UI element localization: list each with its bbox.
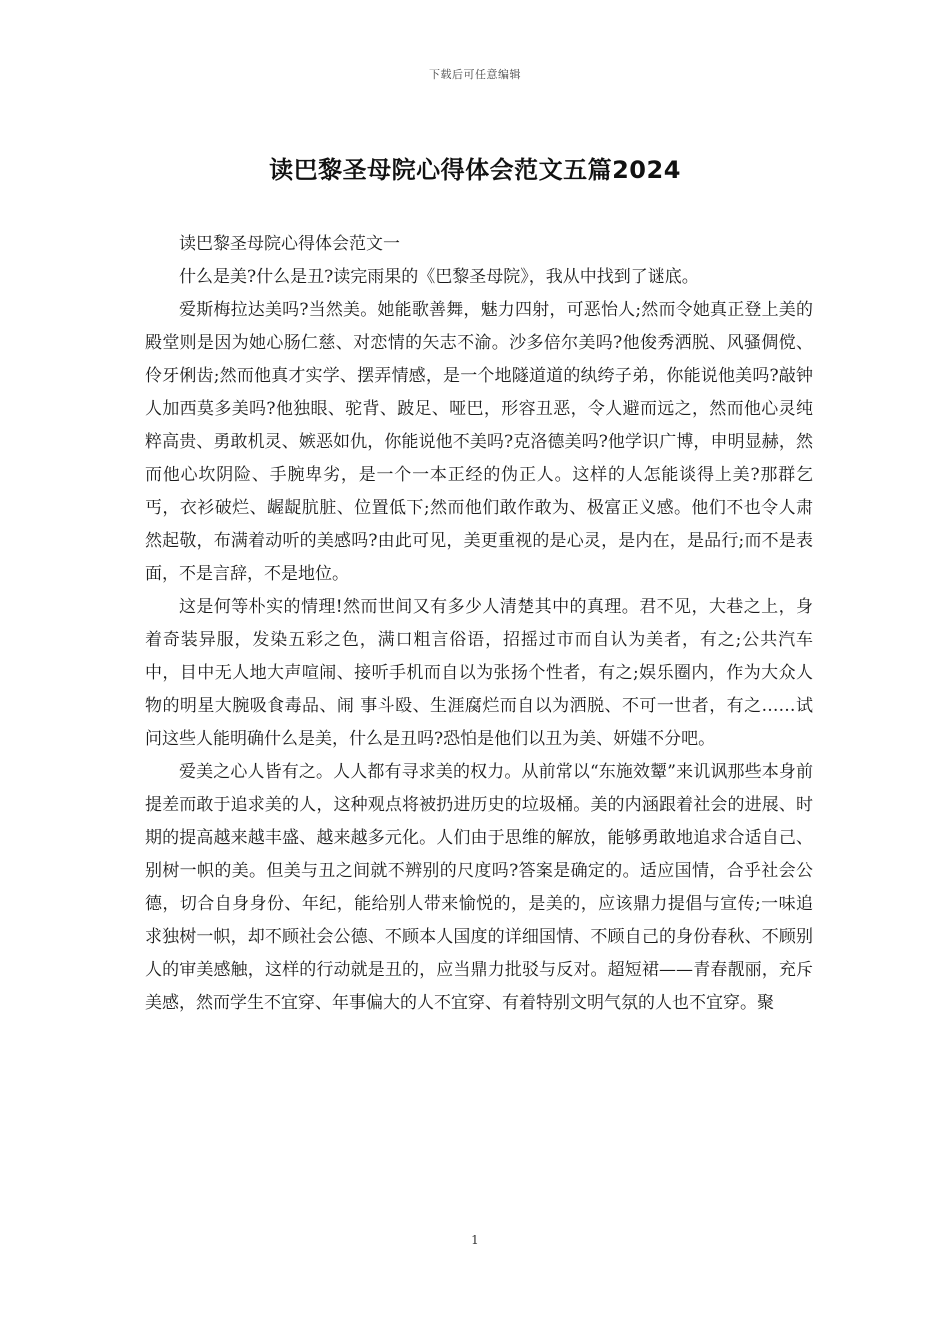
body-paragraph: 爱斯梅拉达美吗?当然美。她能歌善舞，魅力四射，可恶怡人;然而令她真正登上美的殿堂则是因为她心肠仁慈、对恋情的矢志不渝。沙多倍尔美吗?他俊秀洒脱、风骚倜傥、伶牙俐齿;然而他真才实学、摆弄情感，是一个地隧道道的纨绔子弟，你能说他美吗?敲钟人加西莫多美吗?他独眼、驼背、跛足、哑巴，形容丑恶，令人避而远之，然而他心灵纯粹高贵、勇敢机灵、嫉恶如仇，你能说他不美吗?克洛德美吗?他学识广博，申明显赫，然而他心坎阴险、手腕卑劣，是一个一本正经的伪正人。这样的人怎能谈得上美?那群乞丐，衣衫破烂、龌龊肮脏、位置低下;然而他们敢作敢为、极富正义感。他们不也令人肃然起敬，布满着动听的美感吗?由此可见，美更重视的是心灵，是内在，是品行;而不是表面，不是言辞，不是地位。 xyxy=(145,300,813,584)
page-number: 1 xyxy=(471,1233,479,1247)
body-paragraph: 爱美之心人皆有之。人人都有寻求美的权力。从前常以“东施效颦”来讥讽那些本身前提差而敢于追求美的人，这种观点将被扔进历史的垃圾桶。美的内涵跟着社会的进展、时期的提高越来越丰盛、越来越多元化。人们由于思维的解放，能够勇敢地追求合适自己、别树一帜的美。但美与丑之间就不辨别的尺度吗?答案是确定的。适应国情，合乎社会公德，切合自身身份、年纪，能给别人带来愉悦的，是美的，应该鼎力提倡与宣传;一味追求独树一帜，却不顾社会公德、不顾本人国度的详细国情、不顾自己的身份春秋、不顾别人的审美感触，这样的行动就是丑的，应当鼎力批驳与反对。超短裙——青春靓丽，充斥美感，然而学生不宜穿、年事偏大的人不宜穿、有着特别文明气氛的人也不宜穿。聚 xyxy=(145,762,813,1013)
section-heading: 读巴黎圣母院心得体会范文一 xyxy=(179,234,400,254)
body-paragraph: 这是何等朴实的情理!然而世间又有多少人清楚其中的真理。君不见，大巷之上，身着奇装异服，发染五彩之色，满口粗言俗语，招摇过市而自认为美者，有之;公共汽车中，目中无人地大声喧闹、接听手机而自以为张扬个性者，有之;娱乐圈内，作为大众人物的明星大腕吸食毒品、闹 事斗殴、生涯腐烂而自以为洒脱、不可一世者，有之……试问这些人能明确什么是美，什么是丑吗?恐怕是他们以丑为美、妍媸不分吧。 xyxy=(145,597,813,749)
header-note: 下载后可任意编辑 xyxy=(429,68,521,81)
document-body xyxy=(145,228,813,1020)
document-title: 读巴黎圣母院心得体会范文五篇2024 xyxy=(269,156,681,184)
body-paragraph: 什么是美?什么是丑?读完雨果的《巴黎圣母院》，我从中找到了谜底。 xyxy=(179,267,699,287)
